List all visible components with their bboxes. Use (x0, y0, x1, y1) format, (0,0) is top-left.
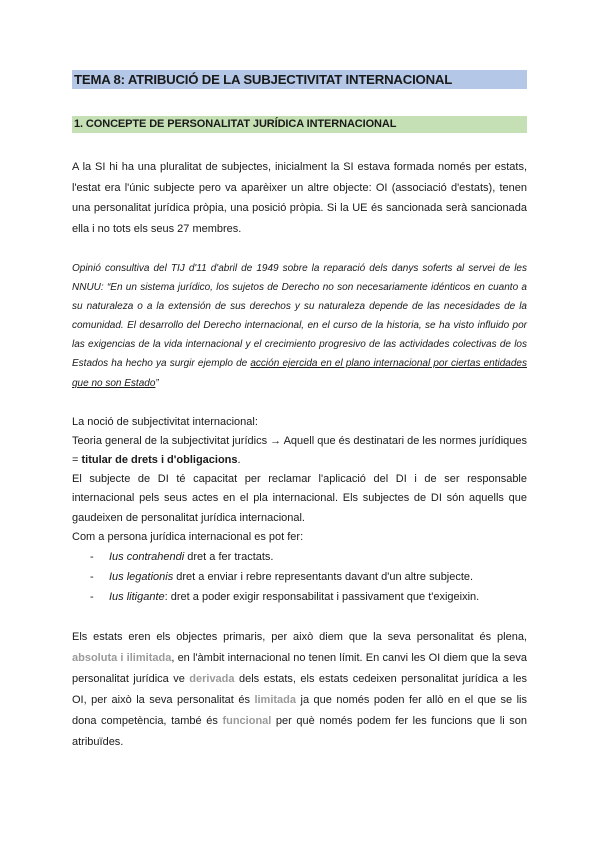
quote-underlined: acción ejercida en el plano internacional por ciertas entidades que no son Estado (72, 358, 527, 389)
states-text-1: Els estats eren els objectes primaris, per això diem que la seva personalitat és plena, (72, 631, 527, 644)
section-heading: 1. CONCEPTE DE PERSONALITAT JURÍDICA INTERNACIONAL (72, 116, 527, 133)
list-dash: - (90, 591, 94, 604)
theory-prefix: Teoria general de la subjectivitat jurídics → Aquell que és destinatari de les normes jurídiques = (72, 434, 527, 467)
quote-text: Opinió consultiva del TIJ d'11 d'abril de 1949 sobre la reparació dels danys soferts al servei de les NNUU: “En un sistema jurídico, los sujetos de Derecho no son necesariamente idénticos en cuanto a su naturaleza o a la extensión de sus derechos y su naturaleza depende de las necesidades de la comunidad. El desarrollo del Derecho internacional, en el curso de la historia, se ha visto influido por las exigencias de la vida internacional y el crecimiento progresivo de las actividades colectivas de los Estados ha hecho ya surgir ejemplo de (72, 263, 527, 370)
list-text: dret a enviar i rebre representants davant d'un altre subjecte. (173, 571, 474, 584)
term-limitada: limitada (254, 693, 297, 706)
intro-paragraph: A la SI hi ha una pluralitat de subjectes, inicialment la SI estava formada només per estats, l'estat era l'únic subjecte pero va aparèixer un altre objecte: OI (associació d'estats), tenen una personalitat jurídica pròpia, una posició pròpia. Si la UE és sancionada serà sancionada ella i no tots els seus 27 membres. (72, 161, 527, 235)
subjectivity-block (72, 413, 527, 607)
states-text-5: per què només podem fer les funcions que li son atribuïdes. (72, 714, 527, 748)
list-item (72, 587, 527, 607)
list-dash: - (90, 571, 94, 584)
states-paragraph (72, 627, 527, 752)
theory-suffix: . (237, 454, 241, 467)
can-do-line: Com a persona jurídica internacional es pot fer: (72, 530, 304, 543)
di-paragraph: El subjecte de DI té capacitat per reclamar l'aplicació del DI i de ser responsable internacional pels seus actes en el pla internacional. Els subjectes de DI són aquells que gaudeixen de personalitat jurídica internacional. (72, 473, 527, 524)
list-term: Ius contrahendi (109, 551, 185, 564)
term-funcional: funcional (222, 714, 272, 727)
states-block (72, 627, 527, 752)
list-item (72, 547, 527, 567)
document-page (72, 70, 527, 753)
list-text: : dret a poder exigir responsabilitat i passivament que t'exigeixin. (164, 591, 480, 604)
rights-list (72, 547, 527, 607)
theory-paragraph (72, 432, 527, 470)
quote-paragraph (72, 259, 527, 393)
list-text: dret a fer tractats. (184, 551, 274, 564)
states-text-2: , en l'àmbit internacional no tenen límit. En canvi les OI diem que la seva personalitat jurídica ve (72, 651, 527, 685)
list-dash: - (90, 551, 94, 564)
list-term: Ius litigante (109, 591, 165, 604)
list-term: Ius legationis (109, 571, 174, 584)
quote-closing: ” (155, 377, 159, 389)
document-title: TEMA 8: ATRIBUCIÓ DE LA SUBJECTIVITAT INTERNACIONAL (72, 70, 527, 89)
term-derivada: derivada (189, 672, 235, 685)
states-text-4: ja que només poden fer allò en el que se lis dona competència, també és (72, 693, 527, 727)
list-item (72, 567, 527, 587)
theory-bold: titular de drets i d'obligacions (81, 454, 238, 467)
states-text-3: dels estats, els estats cedeixen personalitat jurídica a les OI, per això la seva personalitat és (72, 672, 527, 706)
term-absoluta: absoluta i ilimitada (72, 651, 172, 664)
subjectivity-heading: La noció de subjectivitat internacional: (72, 415, 258, 428)
